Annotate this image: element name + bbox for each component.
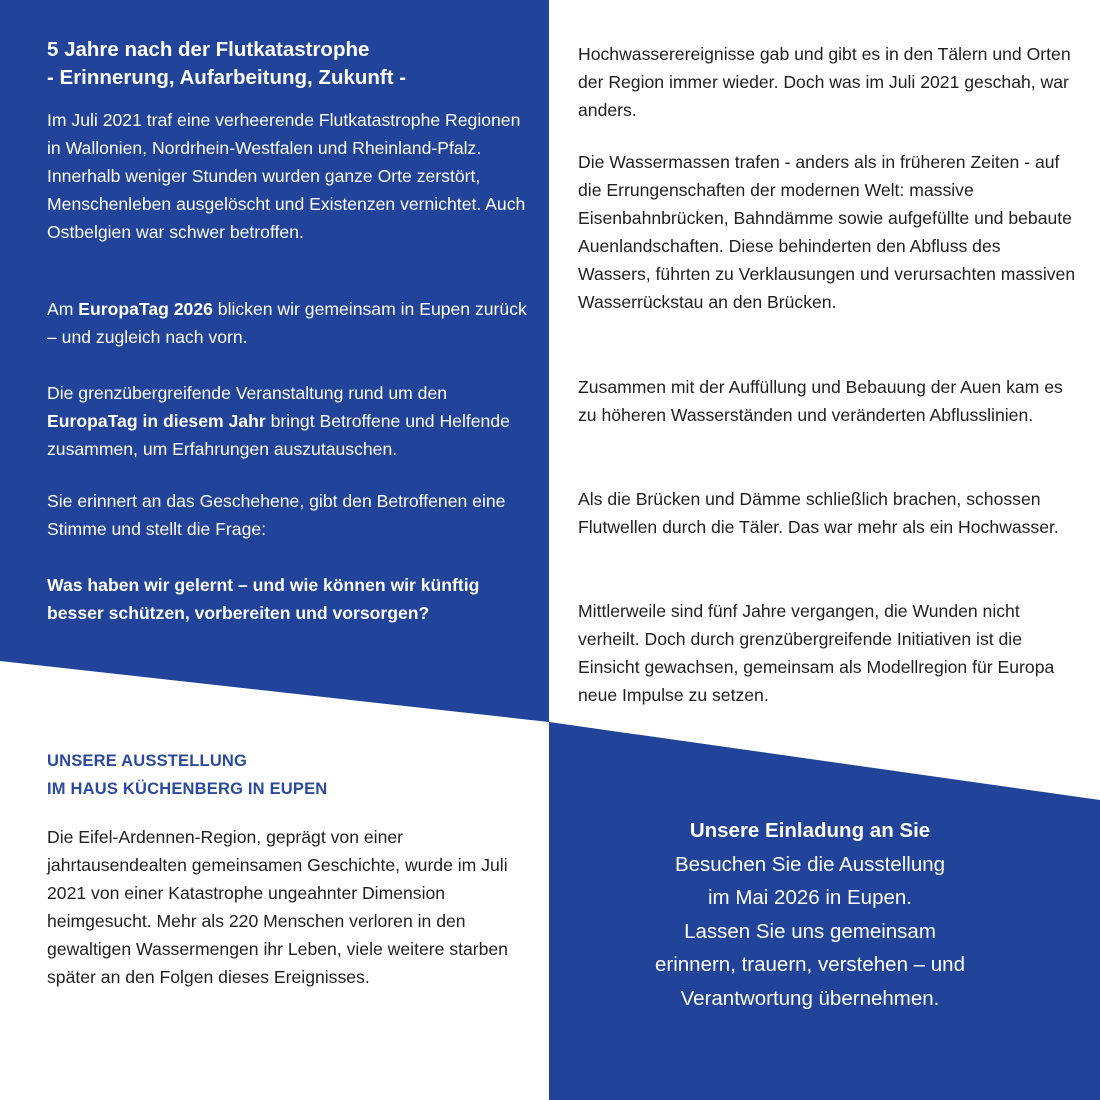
history-paragraph-5: Mittlerweile sind fünf Jahre vergangen, die Wunden nicht verheilt. Doch durch grenzübergreifende Initiativen ist die Einsicht gewachsen, gemeinsam als Modellregion für Europa neue Impulse zu setzen. [578,601,1055,705]
event-paragraph [47,379,537,463]
exhibition-heading-line-1: UNSERE AUSSTELLUNG [47,752,248,770]
history-paragraph-2: Die Wassermassen trafen - anders als in früheren Zeiten - auf die Errungenschaften der modernen Welt: massive Eisenbahnbrücken, Bahndämme sowie aufgefüllte und bebaute Auenlandschaften. Diese behinderten den Abfluss des Wassers, führten zu Verklausungen und verursachten massiven Wasserrückstau an den Brücken. [578,152,1076,312]
invitation-block [560,814,1060,1015]
history-paragraph-1: Hochwasserereignisse gab und gibt es in den Tälern und Orten der Region immer wieder. Doch was im Juli 2021 geschah, war anders. [578,44,1071,120]
title-line-1: 5 Jahre nach der Flutkatastrophe [47,38,370,61]
europatag-bold: EuropaTag 2026 [78,299,213,319]
event-text-pre: Die grenzübergreifende Veranstaltung rund um den [47,383,448,403]
flyer-title [47,36,527,92]
intro-paragraph: Im Juli 2021 traf eine verheerende Flutkatastrophe Regionen in Wallonien, Nordrhein-Westfalen und Rheinland-Pfalz. Innerhalb weniger Stunden wurden ganze Orte zerstört, Menschenleben ausgelöscht und Existenzen vernichtet. Auch Ostbelgien war schwer betroffen. [47,110,526,242]
invitation-line-4: erinnern, trauern, verstehen – und [655,953,965,976]
europatag-paragraph [47,295,537,351]
invitation-line-1: Besuchen Sie die Ausstellung [674,852,946,876]
key-question: Was haben wir gelernt – und wie können wir künftig besser schützen, vorbereiten und vorsorgen? [47,575,480,623]
event-text-post: bringt Betroffene und Helfende zusammen, um Erfahrungen auszutauschen. [47,411,510,459]
history-paragraph-3: Zusammen mit der Auffüllung und Bebauung der Auen kam es zu höheren Wasserständen und veränderten Abflusslinien. [578,377,1063,425]
europatag-text-pre: Am [47,299,79,319]
event-bold: EuropaTag in diesem Jahr [47,411,266,431]
remember-paragraph: Sie erinnert an das Geschehene, gibt den Betroffenen eine Stimme und stellt die Frage: [47,491,506,539]
history-paragraph-4: Als die Brücken und Dämme schließlich brachen, schossen Flutwellen durch die Täler. Das war mehr als ein Hochwasser. [578,489,1059,537]
invitation-line-3: Lassen Sie uns gemeinsam [684,919,936,943]
invitation-line-2: im Mai 2026 in Eupen. [708,886,912,909]
exhibition-heading [47,747,527,803]
exhibition-paragraph: Die Eifel-Ardennen-Region, geprägt von einer jahrtausendealten gemeinsamen Geschichte, wurde im Juli 2021 von einer Katastrophe ungeahnter Dimension heimgesucht. Mehr als 220 Menschen verloren in den gewaltigen Wassermengen ihr Leben, viele weitere starben später an den Folgen dieses Ereignisses. [47,827,508,987]
europatag-text-post: blicken wir gemeinsam in Eupen zurück – und zugleich nach vorn. [47,299,527,347]
invitation-line-5: Verantwortung übernehmen. [680,986,940,1010]
invitation-title: Unsere Einladung an Sie [689,819,931,842]
title-line-2: - Erinnerung, Aufarbeitung, Zukunft - [47,66,407,89]
exhibition-heading-line-2: IM HAUS KÜCHENBERG IN EUPEN [47,780,328,798]
